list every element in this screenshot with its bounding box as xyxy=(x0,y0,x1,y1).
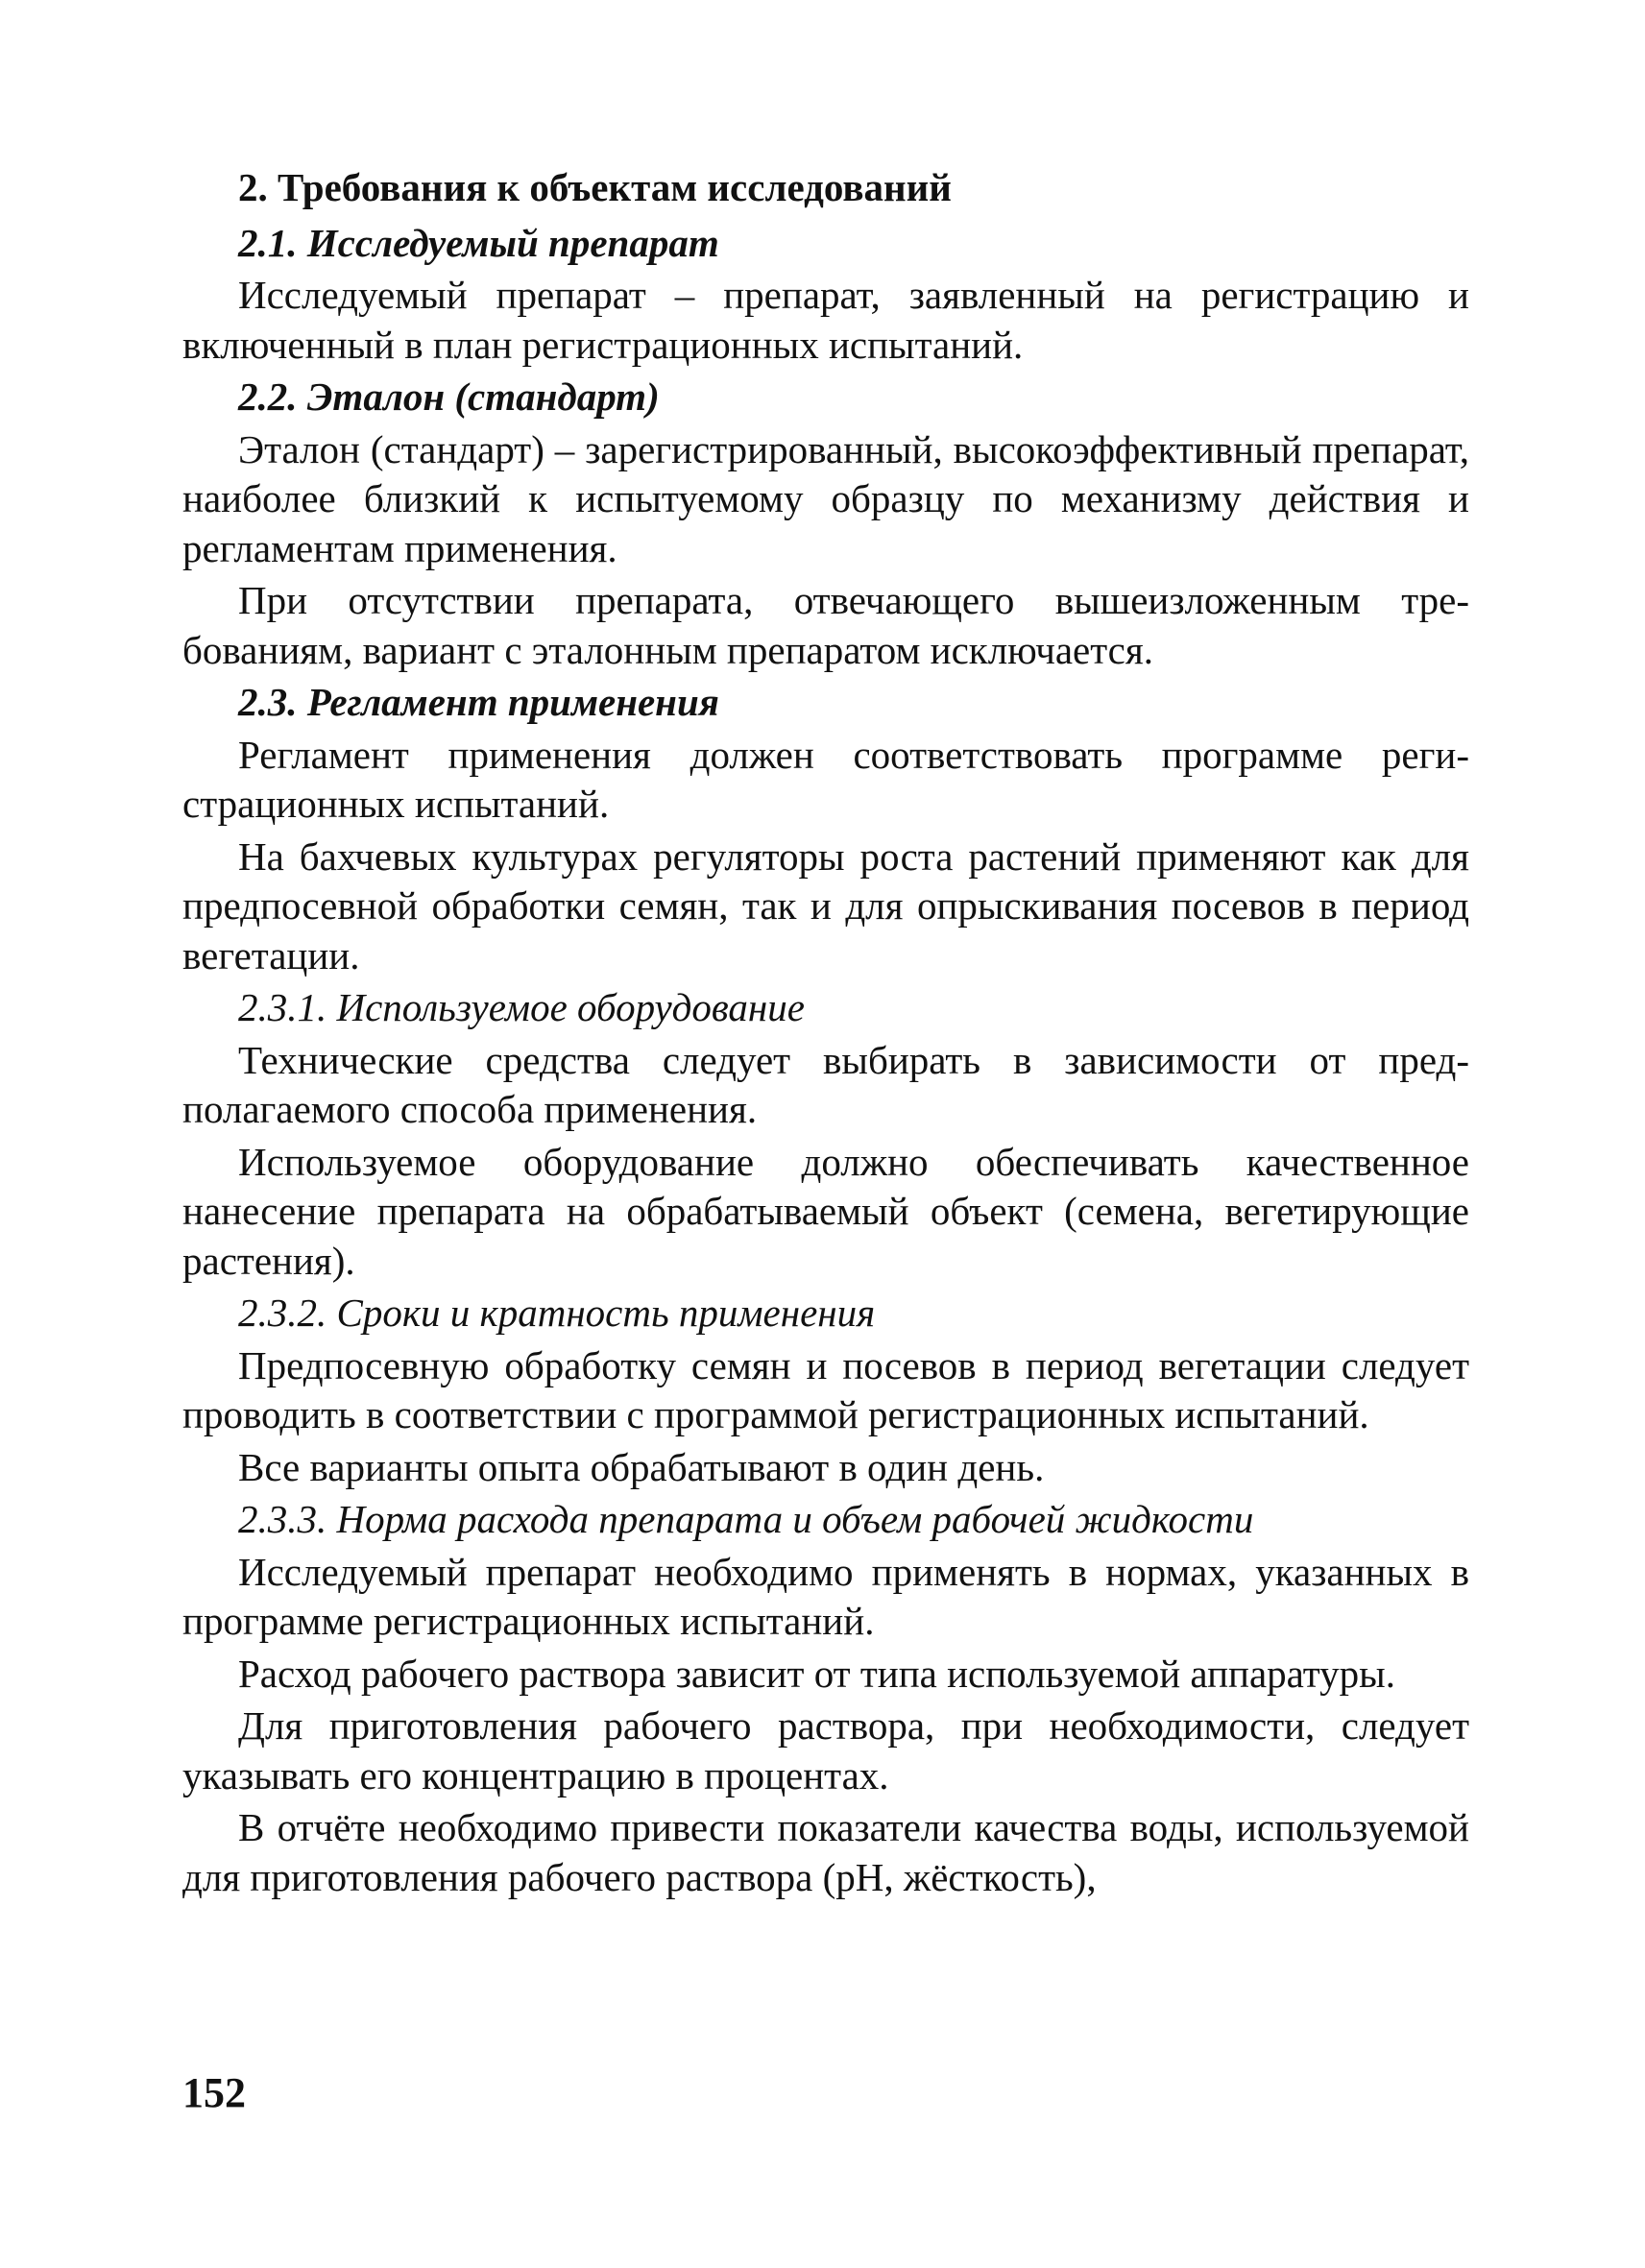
paragraph: Расход рабочего раствора зависит от типа используемой аппаратуры. xyxy=(238,1651,1395,1696)
paragraph: Все варианты опыта обрабатывают в один день. xyxy=(238,1444,1045,1489)
paragraph: Регламент применения должен соответствовать программе регистрационных испытаний. xyxy=(182,732,1469,826)
subsection-title-2-1: 2.1. Исследуемый препарат xyxy=(238,220,719,265)
subsection-title-2-3-3: 2.3.3. Норма расхода препарата и объем рабочей жидкости xyxy=(238,1497,1254,1541)
subsection-title-2-3: 2.3. Регламент применения xyxy=(238,680,719,724)
subsection-title-2-3-2: 2.3.2. Сроки и кратность применения xyxy=(238,1291,876,1335)
subsection-title-2-3-1: 2.3.1. Используемое оборудование xyxy=(238,985,805,1029)
paragraph: Исследуемый препарат – препарат, заявленный на регистрацию и включенный в план регистрационных испытаний. xyxy=(182,273,1469,367)
paragraph: Технические средства следует выбирать в зависимости от предполагаемого способа применения. xyxy=(182,1037,1469,1131)
paragraph: При отсутствии препарата, отвечающего вышеизложенным требованиям, вариант с эталонным препаратом исключается. xyxy=(182,578,1469,672)
section-title: 2. Требования к объектам исследований xyxy=(238,165,952,209)
paragraph: Предпосевную обработку семян и посевов в период вегетации следует проводить в соответствии с программой регистрационных испытаний. xyxy=(182,1342,1469,1436)
paragraph: Эталон (стандарт) – зарегистрированный, высокоэффективный препарат, наиболее близкий к испытуемому образцу по механизму действия и регламентам применения. xyxy=(182,426,1469,570)
page-number: 152 xyxy=(182,2069,246,2116)
paragraph: Исследуемый препарат необходимо применять в нормах, указанных в программе регистрационных испытаний. xyxy=(182,1549,1469,1643)
paragraph: Для приготовления рабочего раствора, при необходимости, следует указывать его концентрацию в процентах. xyxy=(182,1703,1469,1798)
page-body xyxy=(182,163,1469,1905)
paragraph: В отчёте необходимо привести показатели качества воды, используемой для приготовления рабочего раствора (pH, жёсткость), xyxy=(182,1805,1469,1899)
subsection-title-2-2: 2.2. Эталон (стандарт) xyxy=(238,374,660,419)
paragraph: Используемое оборудование должно обеспечивать качественное нанесение препарата на обрабатываемый объект (семена, вегетирующие растения). xyxy=(182,1139,1469,1283)
paragraph: На бахчевых культурах регуляторы роста растений применяют как для предпосевной обработки семян, так и для опрыскивания посевов в период вегетации. xyxy=(182,833,1469,977)
